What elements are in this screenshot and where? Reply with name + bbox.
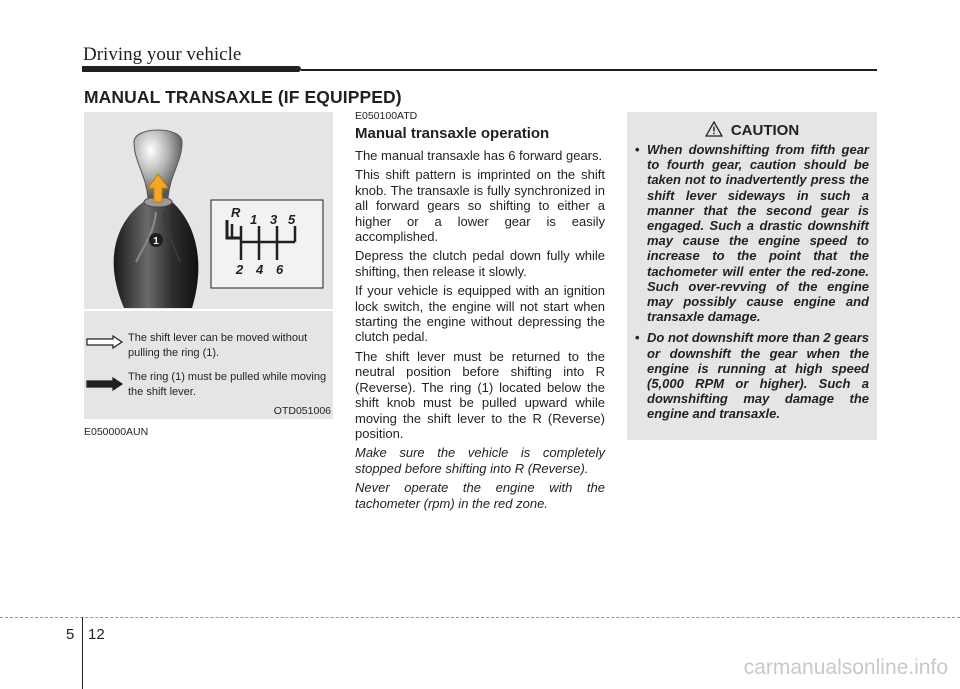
caption-2-text: The ring (1) must be pulled while moving the shift lever. <box>128 371 327 398</box>
gear-label-3: 3 <box>270 212 278 227</box>
solid-arrow-icon <box>86 377 124 396</box>
section-title: MANUAL TRANSAXLE (IF EQUIPPED) <box>84 87 402 107</box>
figure-caption-box <box>84 311 333 419</box>
paragraph: The shift lever must be returned to the neutral position before shifting into R (Reverse). The ring (1) located below the shift knob must be pulled upward while moving the shift lever to the R (Reverse) position. <box>355 348 605 441</box>
left-section-code: E050000AUN <box>84 426 149 438</box>
caution-heading <box>627 121 877 141</box>
header-rule-thick <box>82 66 301 72</box>
caution-item: • Do not downshift more than 2 gears or downshift the gear when the engine is running at high speed (5,000 RPM or higher). Such a downshifting may damage the engine and transaxle. <box>635 330 869 422</box>
shift-lever-illustration <box>84 112 333 309</box>
caption-1-text: The shift lever can be moved without pulling the ring (1). <box>128 332 308 359</box>
gear-label-r: R <box>231 205 241 220</box>
paragraph: Depress the clutch pedal down fully while shifting, then release it slowly. <box>355 248 605 279</box>
gear-label-4: 4 <box>256 262 264 277</box>
outline-arrow-icon <box>86 335 124 354</box>
caution-title: CAUTION <box>730 122 800 139</box>
gear-label-6: 6 <box>276 262 284 277</box>
italic-note: Never operate the engine with the tachometer (rpm) in the red zone. <box>355 480 605 511</box>
watermark: carmanualsonline.info <box>743 656 948 679</box>
paragraph: This shift pattern is imprinted on the shift knob. The transaxle is fully synchronized in all forward gears so shifting to either a higher or a lower gear is easily accomplished. <box>355 167 605 245</box>
shift-lever-figure <box>84 112 333 309</box>
figure-code: OTD051006 <box>273 405 331 417</box>
header-rule-thin <box>301 69 877 71</box>
main-section-code: E050100ATD <box>355 110 418 122</box>
subsection-heading: Manual transaxle operation <box>355 125 550 142</box>
gear-label-1: 1 <box>250 212 258 227</box>
caution-item: • When downshifting from fifth gear to fourth gear, caution should be taken not to inadvertently press the shift lever sideways in such a manner that the second gear is engaged. Such a drastic downshift may cause the engine speed to increase to the point that the tachometer will enter the red-zone. Such over-revving of the engine may possibly cause engine and transaxle damage. <box>635 142 869 325</box>
main-text-column <box>355 110 605 515</box>
caution-list <box>635 142 869 428</box>
footer-divider <box>82 617 83 689</box>
italic-note: Make sure the vehicle is completely stopped before shifting into R (Reverse). <box>355 445 605 476</box>
caution-box <box>627 112 877 440</box>
gear-label-5: 5 <box>288 212 296 227</box>
paragraph: If your vehicle is equipped with an ignition lock switch, the engine will not start when starting the engine without depressing the clutch pedal. <box>355 283 605 345</box>
page-header-title: Driving your vehicle <box>83 44 242 65</box>
shift-pattern-panel <box>211 200 323 288</box>
chapter-number: 5 <box>66 626 75 643</box>
callout-number: 1 <box>153 236 159 247</box>
warning-triangle-icon <box>705 121 723 141</box>
footer-rule <box>0 617 960 619</box>
gear-label-2: 2 <box>236 262 244 277</box>
paragraph: The manual transaxle has 6 forward gears. <box>355 148 603 163</box>
page-number: 12 <box>88 626 105 643</box>
